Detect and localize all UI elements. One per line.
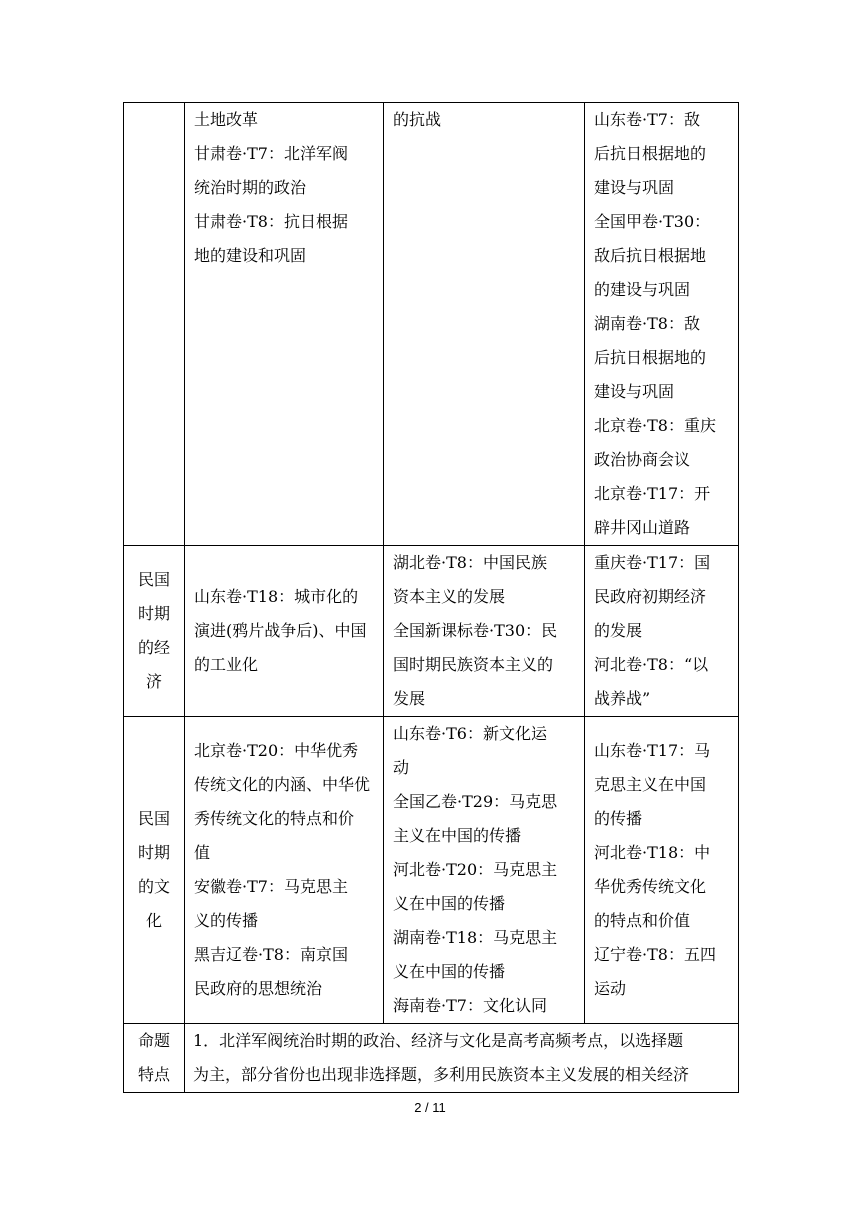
text-line: 甘肃卷·T7：北洋军阀 [194,144,348,163]
text-line: 民政府初期经济 [594,587,707,606]
cell-col2 [384,717,585,1024]
text-line: 资本主义的发展 [393,587,506,606]
text-line: 的建设与巩固 [594,280,691,299]
text-line: 土地改革 [194,110,259,129]
row-label-culture [124,717,185,1024]
text-line: 建设与巩固 [594,178,675,197]
text-line: 北京卷·T20：中华优秀 [194,741,359,760]
text-line: 黑吉辽卷·T8：南京国 [194,945,348,964]
text-line: 的发展 [594,621,643,640]
cell-col1 [185,103,384,546]
text-line: 河北卷·T20：马克思主 [393,860,558,879]
text-line: 湖南卷·T8：敌 [594,314,700,333]
text-line: 地的建设和巩固 [194,246,307,265]
text-line: 化 [145,911,162,930]
text-line: 统治时期的政治 [194,178,307,197]
text-line: 河北卷·T18：中 [594,843,711,862]
text-line: 政治协商会议 [594,450,691,469]
text-line: 重庆卷·T17：国 [594,553,711,572]
text-line: 时期 [137,604,170,623]
text-line: 特点 [137,1065,170,1084]
text-line: 海南卷·T7：文化认同 [393,996,547,1015]
table-row-culture [124,717,739,1024]
text-line: 的传播 [594,809,643,828]
text-line: 时期 [137,843,170,862]
page-number: 2 / 11 [414,1100,446,1115]
text-line: 华优秀传统文化 [594,877,707,896]
text-line: 后抗日根据地的 [594,144,707,163]
text-line: 湖北卷·T8：中国民族 [393,553,547,572]
cell-col3 [585,103,739,546]
row-label-feature [124,1024,185,1093]
text-line: 命题 [137,1031,170,1050]
table-row-economy [124,546,739,717]
text-line: 安徽卷·T7：马克思主 [194,877,348,896]
text-line: 国时期民族资本主义的 [393,655,554,674]
row-label-economy [124,546,185,717]
cell-col1 [185,546,384,717]
text-line: 山东卷·T18：城市化的 [194,587,359,606]
text-line: 民政府的思想统治 [194,979,323,998]
text-line: 甘肃卷·T8：抗日根据 [194,212,348,231]
exam-topic-table [123,102,739,1093]
text-line: 民国 [137,809,170,828]
text-line: 的特点和价值 [594,911,691,930]
feature-text-cell [185,1024,739,1093]
text-line: 义的传播 [194,911,259,930]
text-line: 为主，部分省份也出现非选择题，多利用民族资本主义发展的相关经济 [193,1065,690,1084]
text-line: 辟井冈山道路 [594,518,691,537]
text-line: 的工业化 [194,655,259,674]
cell-col3 [585,546,739,717]
text-line: 民国 [137,570,170,589]
text-line: 敌后抗日根据地 [594,246,707,265]
cell-col1 [185,717,384,1024]
text-line: 义在中国的传播 [393,962,506,981]
text-line: 济 [145,672,162,691]
text-line: 湖南卷·T18：马克思主 [393,928,558,947]
text-line: 全国新课标卷·T30：民 [393,621,558,640]
text-line: 山东卷·T7：敌 [594,110,700,129]
text-line: 北京卷·T17：开 [594,484,711,503]
cell-col2 [384,103,585,546]
text-line: 克思主义在中国 [594,775,707,794]
table-row-feature [124,1024,739,1093]
text-line: 河北卷·T8：“以 [594,655,709,674]
text-line: 的经 [137,638,170,657]
text-line: 1．北洋军阀统治时期的政治、经济与文化是高考高频考点，以选择题 [193,1031,684,1050]
text-line: 主义在中国的传播 [393,826,522,845]
text-line: 义在中国的传播 [393,894,506,913]
row-label-empty [124,103,185,546]
text-line: 秀传统文化的特点和价 [194,809,355,828]
text-line: 战养战” [594,689,651,708]
text-line: 全国甲卷·T30： [594,212,711,231]
text-line: 山东卷·T6：新文化运 [393,724,547,743]
text-line: 的抗战 [393,110,442,129]
cell-col3 [585,717,739,1024]
text-line: 北京卷·T8：重庆 [594,416,716,435]
text-line: 演进(鸦片战争后)、中国 [194,621,367,640]
text-line: 运动 [594,979,627,998]
text-line: 发展 [393,689,426,708]
text-line: 后抗日根据地的 [594,348,707,367]
text-line: 建设与巩固 [594,382,675,401]
cell-col2 [384,546,585,717]
text-line: 全国乙卷·T29：马克思 [393,792,558,811]
text-line: 辽宁卷·T8：五四 [594,945,716,964]
text-line: 的文 [137,877,170,896]
text-line: 值 [194,843,211,862]
text-line: 动 [393,758,410,777]
table-row-continued [124,103,739,546]
text-line: 山东卷·T17：马 [594,741,711,760]
text-line: 传统文化的内涵、中华优 [194,775,371,794]
